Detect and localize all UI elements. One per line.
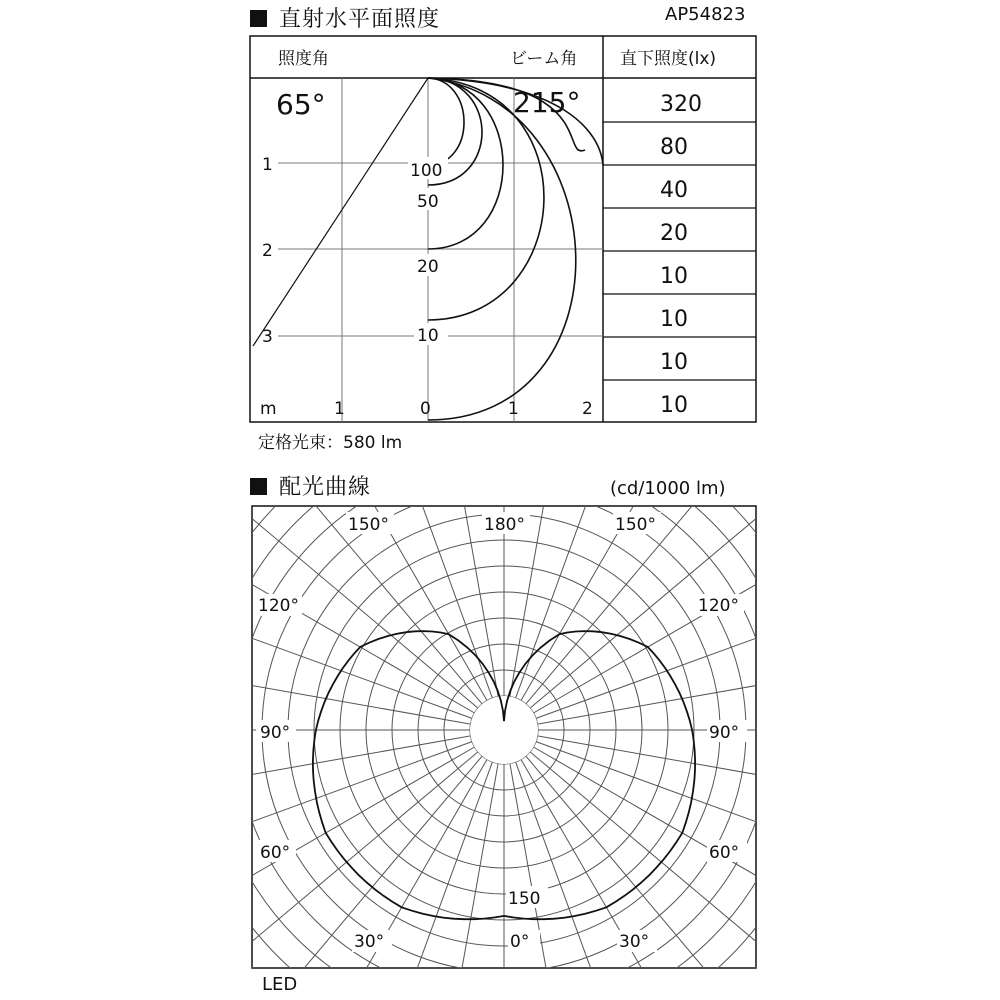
polar-spoke (140, 520, 474, 713)
light-source-label: LED (262, 974, 298, 995)
h-tick-right-1: 1 (508, 399, 519, 419)
h-tick-left-1: 1 (334, 399, 345, 419)
angle-label-30-right: 30° (619, 932, 650, 952)
angle-label-60-left: 60° (260, 843, 291, 863)
rated-flux: 定格光束：580 lm (258, 433, 403, 453)
model-number: AP54823 (665, 4, 746, 25)
angle-label-150-right: 150° (615, 515, 656, 535)
contour-label-50: 50 (417, 192, 439, 212)
illuminance-title: 直射水平面照度 (279, 7, 441, 32)
polar-spoke (530, 460, 826, 708)
polar-spoke (182, 752, 478, 1000)
beam-angle-label: ビーム角 (510, 49, 578, 69)
polar-spoke (537, 736, 917, 803)
distribution-unit: (cd/1000 lm) (610, 478, 726, 499)
beam-angle-value: 215° (513, 86, 581, 119)
illum-angle-label: 照度角 (278, 49, 329, 69)
lux-value-8: 10 (660, 393, 688, 418)
lux-value-6: 10 (660, 307, 688, 332)
contour-label-100: 100 (410, 161, 443, 181)
polar-spoke (360, 762, 492, 1000)
depth-tick-2: 2 (262, 241, 273, 261)
h-tick-right-2: 2 (582, 399, 593, 419)
unit-label: m (260, 399, 277, 419)
lux-value-3: 40 (660, 178, 688, 203)
angle-label-0: 0° (510, 932, 530, 952)
lux-value-1: 320 (660, 92, 702, 117)
scale-label-150: 150 (508, 889, 541, 909)
polar-spoke (516, 762, 648, 1000)
polar-spoke (533, 520, 867, 713)
angle-label-120-right: 120° (698, 596, 739, 616)
angle-label-180: 180° (484, 515, 525, 535)
angle-label-150-left: 150° (348, 515, 389, 535)
lux-value-4: 20 (660, 221, 688, 246)
polar-spoke (140, 747, 474, 940)
polar-spoke (234, 408, 482, 704)
polar-grid (84, 310, 924, 1000)
polar-spoke (530, 752, 826, 1000)
polar-spoke (90, 657, 470, 724)
direct-lux-label: 直下照度(lx) (620, 49, 717, 69)
depth-tick-1: 1 (262, 155, 273, 175)
angle-label-60-right: 60° (709, 843, 740, 863)
distribution-title: 配光曲線 (279, 475, 372, 500)
polar-spoke (533, 747, 867, 940)
polar-spoke (526, 408, 774, 704)
h-tick-0: 0 (420, 399, 431, 419)
polar-spoke (182, 460, 478, 708)
illum-angle-value: 65° (276, 88, 326, 121)
depth-tick-3: 3 (262, 327, 273, 347)
contour-label-10: 10 (417, 326, 439, 346)
contour-label-20: 20 (417, 257, 439, 277)
angle-label-90-left: 90° (260, 723, 291, 743)
angle-label-90-right: 90° (709, 723, 740, 743)
polar-spoke (537, 657, 917, 724)
lux-value-7: 10 (660, 350, 688, 375)
polar-spoke (90, 736, 470, 803)
angle-label-120-left: 120° (258, 596, 299, 616)
lux-value-5: 10 (660, 264, 688, 289)
lux-value-2: 80 (660, 135, 688, 160)
angle-label-30-left: 30° (354, 932, 385, 952)
